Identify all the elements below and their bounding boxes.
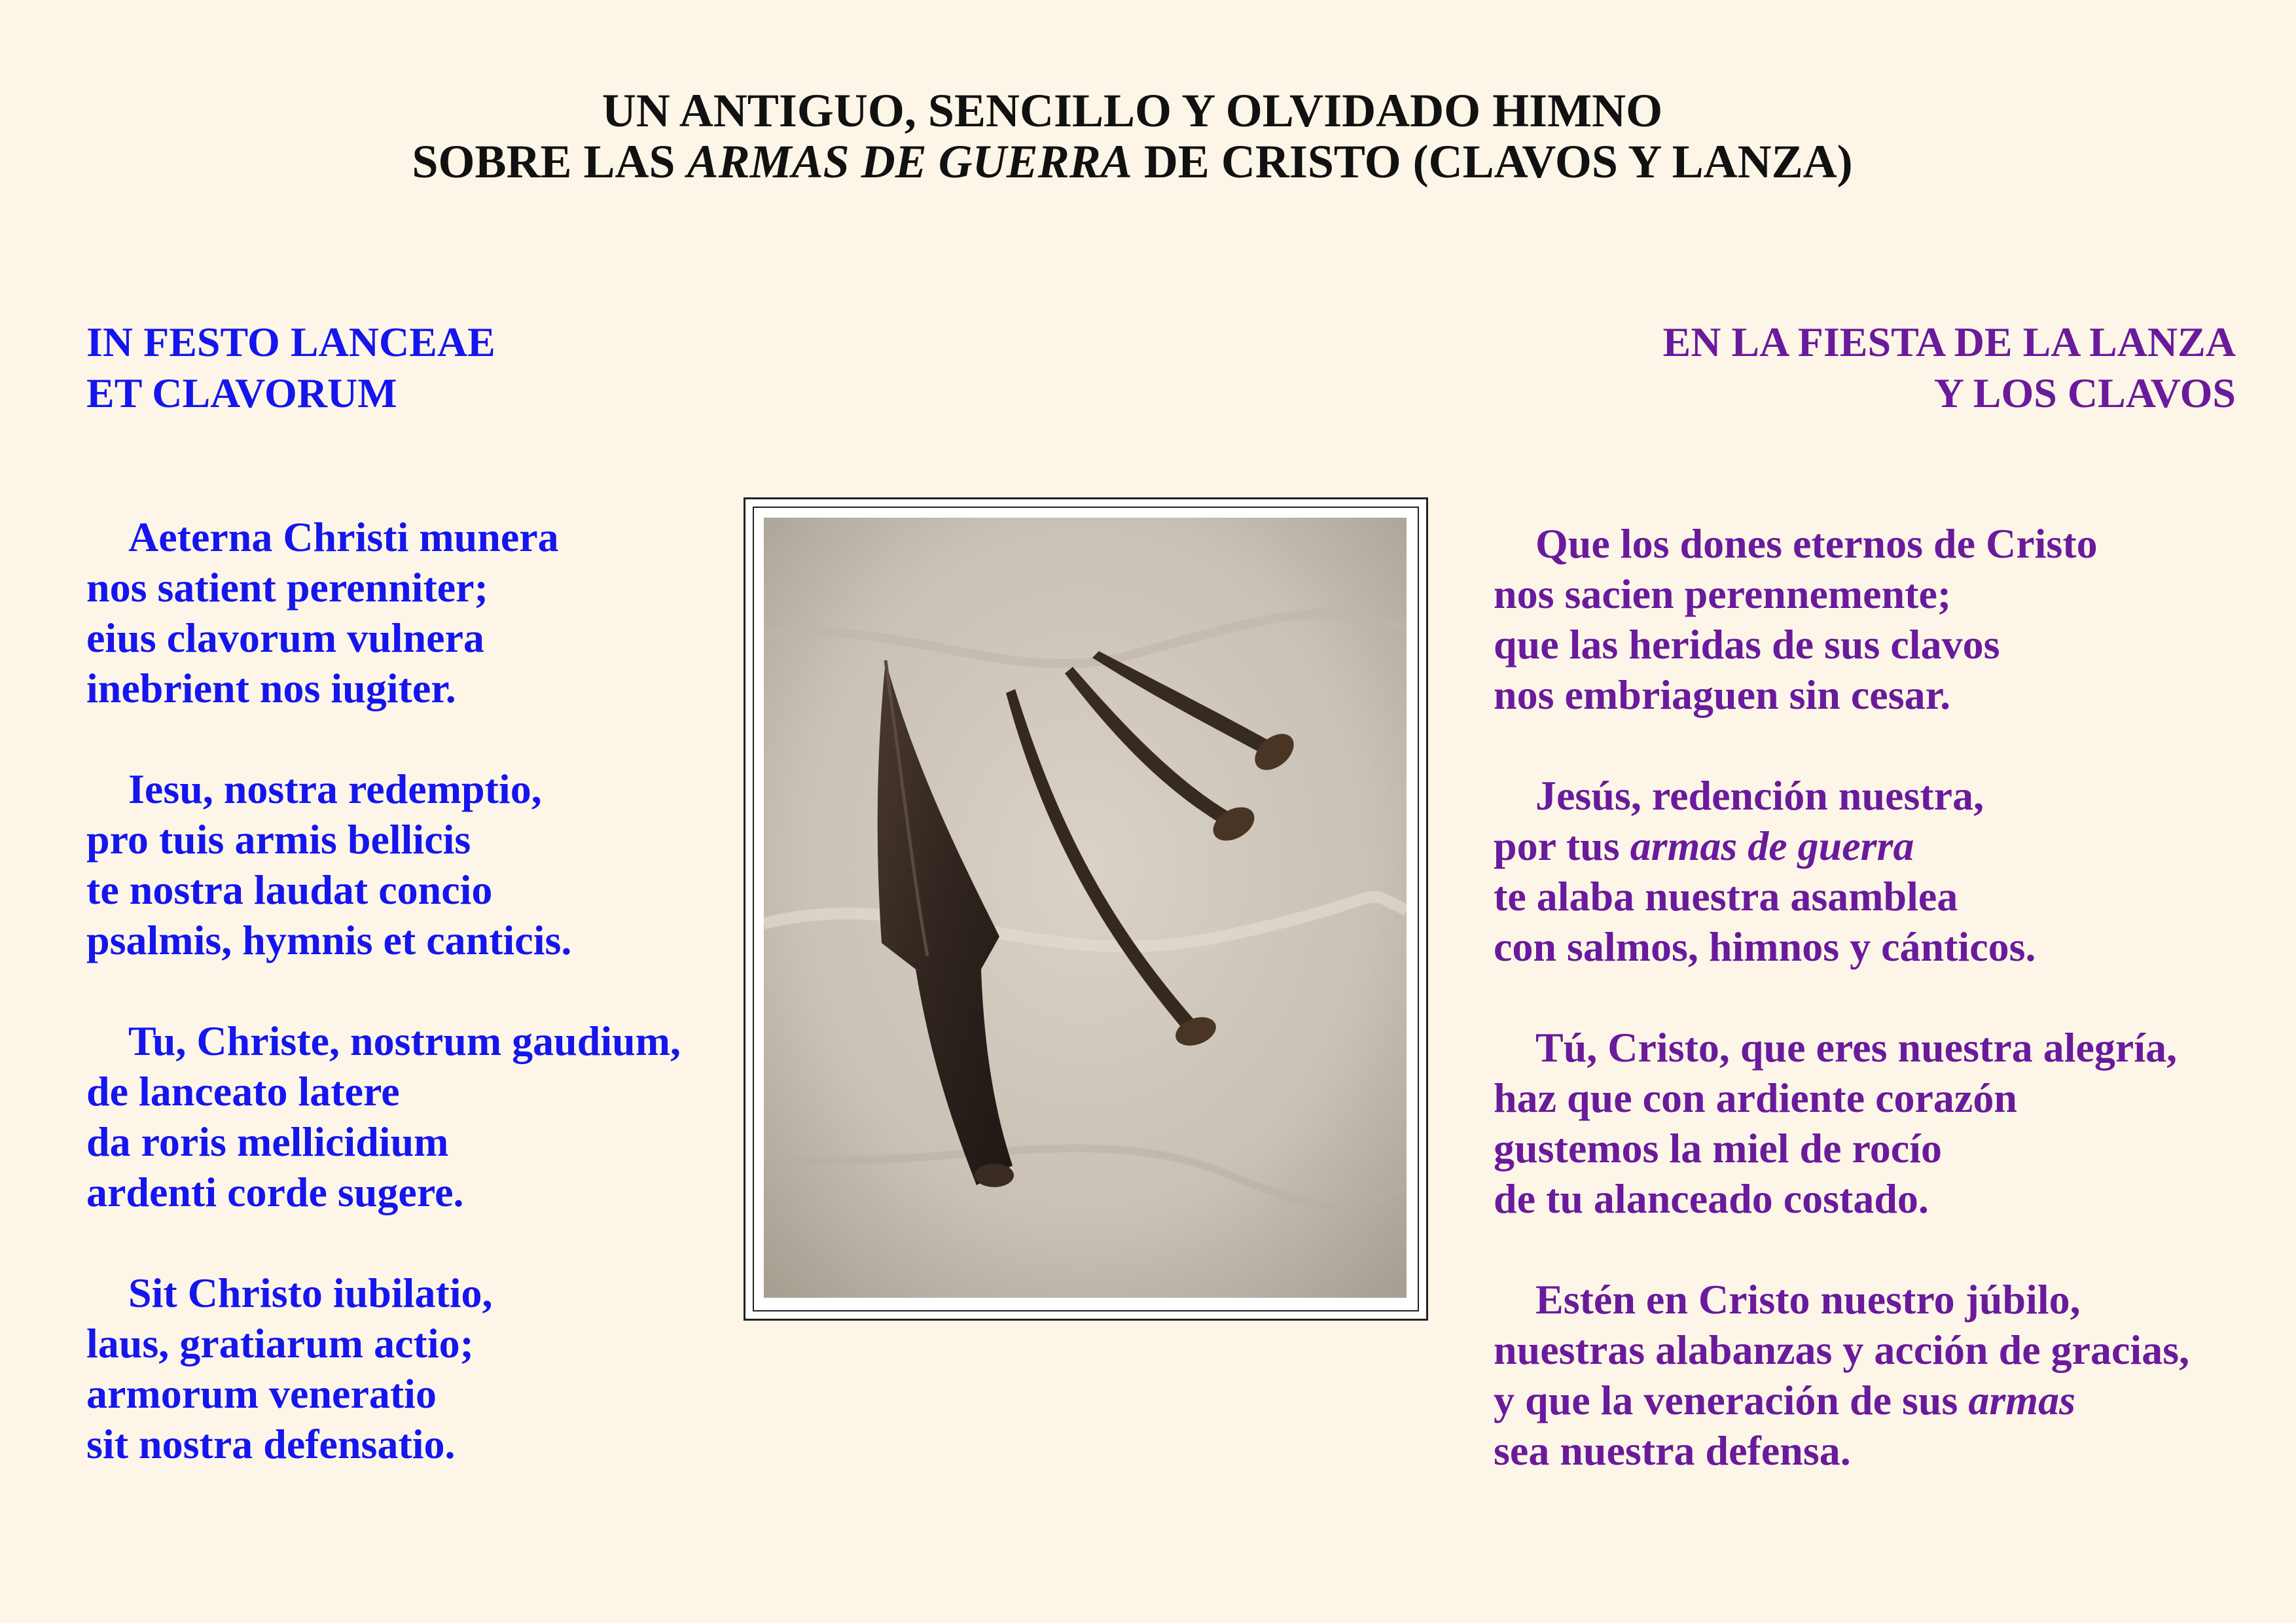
verse-line: pro tuis armis bellicis [86,816,471,863]
verse-line: nos satient perenniter; [86,564,488,611]
latin-heading-line-1: IN FESTO LANCEAE [86,319,495,365]
latin-stanza-1 [86,512,681,713]
verse-line: Aeterna Christi munera [128,514,559,560]
verse-line: inebrient nos iugiter. [86,665,456,711]
verse-line [1494,1375,2189,1425]
latin-stanza-4 [86,1268,681,1469]
verse-line: nos embriaguen sin cesar. [1494,671,1951,718]
verse-line: Que los dones eternos de Cristo [1535,520,2098,567]
title-line-2-prefix: SOBRE LAS [412,135,687,188]
verse-line [1494,821,2189,871]
verse-line: sea nuestra defensa. [1494,1427,1851,1474]
verse-text: por tus [1494,823,1630,869]
spanish-translation [1494,518,2189,1526]
verse-line: Sit Christo iubilatio, [128,1270,493,1316]
verse-line: te nostra laudat concio [86,866,493,913]
verse-line: Tú, Cristo, que eres nuestra alegría, [1535,1024,2178,1071]
verse-line: armorum veneratio [86,1370,437,1417]
verse-line: psalmis, hymnis et canticis. [86,917,572,963]
latin-stanza-3 [86,1016,681,1217]
spanish-stanza-2 [1494,770,2189,972]
verse-line: te alaba nuestra asamblea [1494,873,1958,919]
title-line-2-italic: ARMAS DE GUERRA [687,135,1132,188]
title-line-2 [0,136,2265,187]
verse-line: nuestras alabanzas y acción de gracias, [1494,1327,2190,1373]
verse-line: con salmos, himnos y cánticos. [1494,923,2036,970]
verse-italic-text: armas de guerra [1630,823,1914,869]
spanish-heading-line-2: Y LOS CLAVOS [1933,370,2236,416]
verse-line: de lanceato latere [86,1068,400,1115]
latin-stanza-2 [86,764,681,965]
verse-line: Estén en Cristo nuestro júbilo, [1535,1276,2081,1323]
verse-line: Iesu, nostra redemptio, [128,766,542,812]
verse-line: nos sacien perennemente; [1494,571,1952,617]
spanish-heading-line-1: EN LA FIESTA DE LA LANZA [1662,319,2236,365]
latin-heading-line-2: ET CLAVORUM [86,370,397,416]
verse-line: laus, gratiarum actio; [86,1320,474,1366]
verse-line: sit nostra defensatio. [86,1421,456,1467]
verse-line: ardenti corde sugere. [86,1169,464,1215]
page-title [0,85,2265,187]
verse-line: haz que con ardiente corazón [1494,1075,2017,1121]
verse-line: Tu, Christe, nostrum gaudium, [128,1018,681,1064]
title-line-2-suffix: DE CRISTO (CLAVOS Y LANZA) [1132,135,1853,188]
title-line-1: UN ANTIGUO, SENCILLO Y OLVIDADO HIMNO [601,84,1663,137]
verse-line: de tu alanceado costado. [1494,1175,1929,1222]
spanish-stanza-1 [1494,518,2189,720]
spearhead-and-nails-photo [764,518,1407,1298]
verse-text: y que la veneración de sus [1494,1377,1969,1423]
verse-line: eius clavorum vulnera [86,615,484,661]
latin-heading [86,317,495,419]
verse-line: gustemos la miel de rocío [1494,1125,1942,1171]
latin-hymn [86,512,681,1520]
verse-line: Jesús, redención nuestra, [1535,772,1984,819]
spanish-stanza-4 [1494,1274,2189,1476]
spanish-stanza-3 [1494,1022,2189,1224]
verse-line: da roris mellicidium [86,1118,449,1165]
verse-line: que las heridas de sus clavos [1494,621,2000,668]
verse-italic-text: armas [1968,1377,2075,1423]
spanish-heading [1663,317,2236,419]
photo-frame [744,497,1428,1321]
